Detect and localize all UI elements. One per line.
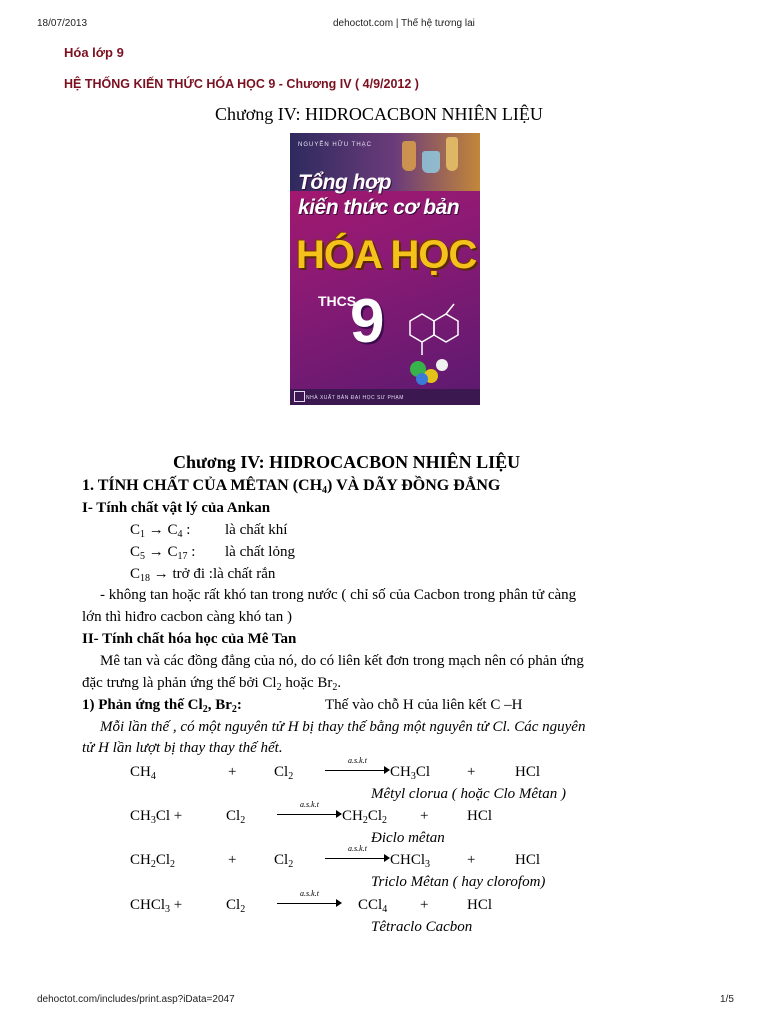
arrow-head-icon	[336, 899, 342, 907]
reaction-note: Thế vào chỗ H của liên kết C –H	[325, 697, 523, 713]
phys-desc: là chất khí	[225, 522, 288, 538]
print-site-title: dehoctot.com | Thế hệ tương lai	[333, 18, 475, 29]
right-arrow-icon: →	[148, 544, 168, 560]
product-2: HCl	[467, 897, 493, 913]
cover-author: NGUYỄN HỮU THẠC	[298, 142, 373, 148]
product-2: HCl	[515, 764, 541, 780]
plus-sign: +	[467, 852, 476, 868]
phys-row: $C_5 \to C_{17}$ :	[130, 544, 196, 562]
cover-level: THCS	[318, 293, 357, 309]
cover-title-big: HÓA HỌC	[296, 233, 477, 277]
beaker-icon	[422, 151, 440, 173]
article-headline: HỆ THỐNG KIẾN THỨC HÓA HỌC 9 - Chương IV ( 4/9/2012 )	[64, 77, 419, 91]
reaction-arrow: a.s.k.t	[325, 764, 390, 776]
reaction-arrow: a.s.k.t	[277, 897, 342, 909]
cover-title-line2: kiến thức cơ bản	[298, 196, 460, 219]
reaction-heading: 1) Phản ứng thế $Cl_2$, $Br_2$:	[82, 697, 242, 715]
product-2: HCl	[467, 808, 493, 824]
italic-line2: tử H lần lượt bị thay thay thế hết.	[82, 740, 283, 756]
product-name: Mêtyl clorua ( hoặc Clo Mêtan )	[371, 786, 566, 802]
publisher-logo-icon	[294, 391, 305, 402]
reaction-arrow: a.s.k.t	[325, 852, 390, 864]
flask-icon	[402, 141, 416, 171]
flask-icon	[446, 137, 458, 171]
phys-row: $C_{18}$ → trở đi :là chất rắn	[130, 566, 276, 584]
reactant-1: CHCl$_3$ +	[130, 897, 183, 915]
print-date: 18/07/2013	[37, 18, 88, 29]
product-name: Têtraclo Cacbon	[371, 919, 473, 935]
reactant-2: $Cl_2$	[226, 897, 246, 915]
content-chapter-heading: Chương IV: HIDROCACBON NHIÊN LIỆU	[173, 452, 521, 472]
right-arrow-icon: →	[153, 566, 173, 582]
print-page-number: 1/5	[720, 994, 734, 1005]
cover-publisher: NHÀ XUẤT BẢN ĐẠI HỌC SƯ PHẠM	[306, 395, 404, 401]
solubility-line2: lớn thì hiđro cacbon càng khó tan )	[82, 609, 292, 625]
product-name: Triclo Mêtan ( hay clorofom)	[371, 874, 546, 890]
solubility-line1: - không tan hoặc rất khó tan trong nước ( chỉ số của Cacbon trong phân tử càng	[100, 587, 577, 603]
chem-line2: đặc trưng là phản ứng thế bởi $Cl_2$ hoặc $Br_2$.	[82, 675, 342, 693]
molecule-ball-icon	[416, 373, 428, 385]
product-2: HCl	[515, 852, 541, 868]
molecule-structure-icon	[398, 301, 470, 361]
reactant-1: $CH_2Cl_2$	[130, 852, 176, 870]
plus-sign: +	[228, 852, 237, 868]
print-url: dehoctot.com/includes/print.asp?iData=2047	[37, 994, 235, 1005]
chapter-title: Chương IV: HIDROCACBON NHIÊN LIỆU	[215, 104, 543, 124]
phys-desc: là chất lỏng	[225, 544, 295, 560]
plus-sign: +	[228, 764, 237, 780]
plus-sign: +	[467, 764, 476, 780]
product-1: CCl$_4$	[358, 897, 388, 915]
reactant-2: $Cl_2$	[226, 808, 246, 826]
product-name: Điclo mêtan	[371, 830, 445, 846]
reactant-2: $Cl_2$	[274, 764, 294, 782]
product-1: $CH_3Cl$	[390, 764, 431, 782]
italic-line1: Mỗi lần thế , có một nguyên tử H bị thay thế bằng một nguyên tử Cl. Các nguyên	[100, 719, 586, 735]
book-cover-image	[290, 133, 480, 405]
cover-title-line1: Tổng hợp	[298, 171, 391, 194]
article-category[interactable]: Hóa lớp 9	[64, 45, 124, 60]
cover-grade: 9	[350, 287, 385, 356]
reactant-2: $Cl_2$	[274, 852, 294, 870]
part2-heading: II- Tính chất hóa học của Mê Tan	[82, 631, 297, 647]
chem-line1: Mê tan và các đồng đẳng của nó, do có liên kết đơn trong mạch nên có phản ứng	[100, 653, 584, 669]
plus-sign: +	[420, 897, 429, 913]
plus-sign: +	[420, 808, 429, 824]
reaction-arrow: a.s.k.t	[277, 808, 342, 820]
product-1: $CH_2Cl_2$	[342, 808, 388, 826]
reactant-1: $CH_3Cl$ +	[130, 808, 183, 826]
part1-heading: I- Tính chất vật lý của Ankan	[82, 500, 271, 516]
section1-heading: 1. TÍNH CHẤT CỦA MÊTAN $(CH_4)$ VÀ DÃY ĐỒNG ĐẲNG	[82, 477, 501, 496]
product-1: CHCl$_3$	[390, 852, 431, 870]
right-arrow-icon: →	[148, 522, 168, 538]
phys-row: $C_1 \to C_4$ :	[130, 522, 191, 540]
reactant-1: $CH_4$	[130, 764, 156, 782]
molecule-ball-icon	[436, 359, 448, 371]
